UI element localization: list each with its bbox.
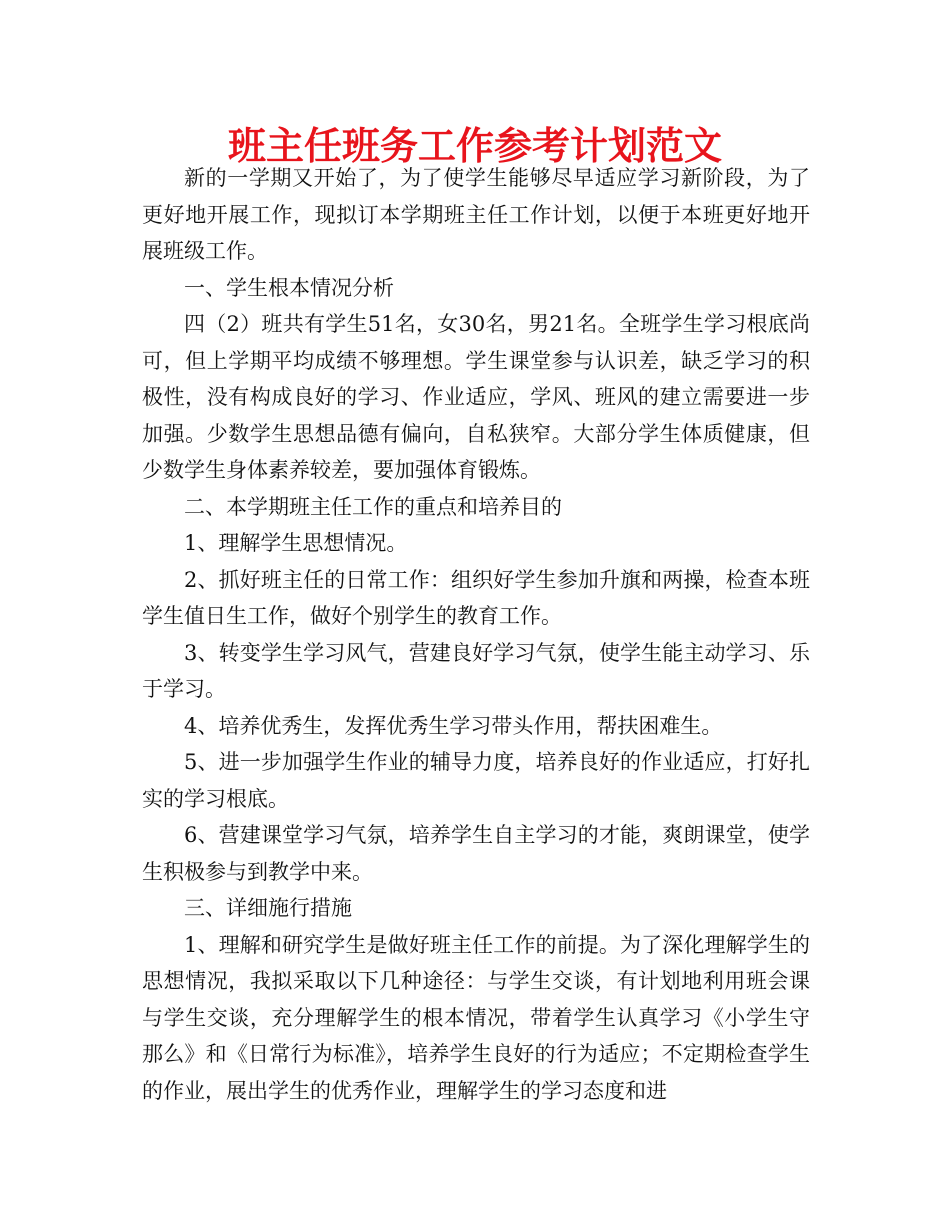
measure-item-1: 1、理解和研究学生是做好班主任工作的前提。为了深化理解学生的思想情况，我拟采取以下几种途径：与学生交谈，有计划地利用班会课与学生交谈，充分理解学生的根本情况，带着学生认真学习《小学生守那么》和《日常行为标准》，培养学生良好的行为适应；不定期检查学生的作业，展出学生的优秀作业，理解学生的学习态度和进 <box>142 932 810 1103</box>
document-title: 班主任班务工作参考计划范文 <box>227 124 722 168</box>
document-body <box>142 160 810 1109</box>
goal-item-4: 4、培养优秀生，发挥优秀生学习带头作用，帮扶困难生。 <box>184 713 723 738</box>
goal-item-2: 2、抓好班主任的日常工作：组织好学生参加升旗和两操，检查本班学生值日生工作，做好个别学生的教育工作。 <box>142 567 810 628</box>
section-heading-1: 一、学生根本情况分析 <box>184 275 394 300</box>
goal-item-6: 6、营建课堂学习气氛，培养学生自主学习的才能，爽朗课堂，使学生积极参与到教学中来。 <box>142 823 810 884</box>
paragraph-class-analysis: 四（2）班共有学生51名，女30名，男21名。全班学生学习根底尚可，但上学期平均成绩不够理想。学生课堂参与认识差，缺乏学习的积极性，没有构成良好的学习、作业适应，学风、班风的建立需要进一步加强。少数学生思想品德有偏向，自私狭窄。大部分学生体质健康，但少数学生身体素养较差，要加强体育锻炼。 <box>142 312 810 482</box>
goal-item-5: 5、进一步加强学生作业的辅导力度，培养良好的作业适应，打好扎实的学习根底。 <box>142 750 810 811</box>
goal-item-3: 3、转变学生学习风气，营建良好学习气氛，使学生能主动学习、乐于学习。 <box>142 640 810 701</box>
section-heading-3: 三、详细施行措施 <box>184 896 352 920</box>
paragraph-intro: 新的一学期又开始了，为了使学生能够尽早适应学习新阶段，为了更好地开展工作，现拟订本学期班主任工作计划，以便于本班更好地开展班级工作。 <box>142 166 810 263</box>
goal-item-1: 1、理解学生思想情况。 <box>184 531 408 555</box>
section-heading-2: 二、本学期班主任工作的重点和培养目的 <box>184 494 562 519</box>
